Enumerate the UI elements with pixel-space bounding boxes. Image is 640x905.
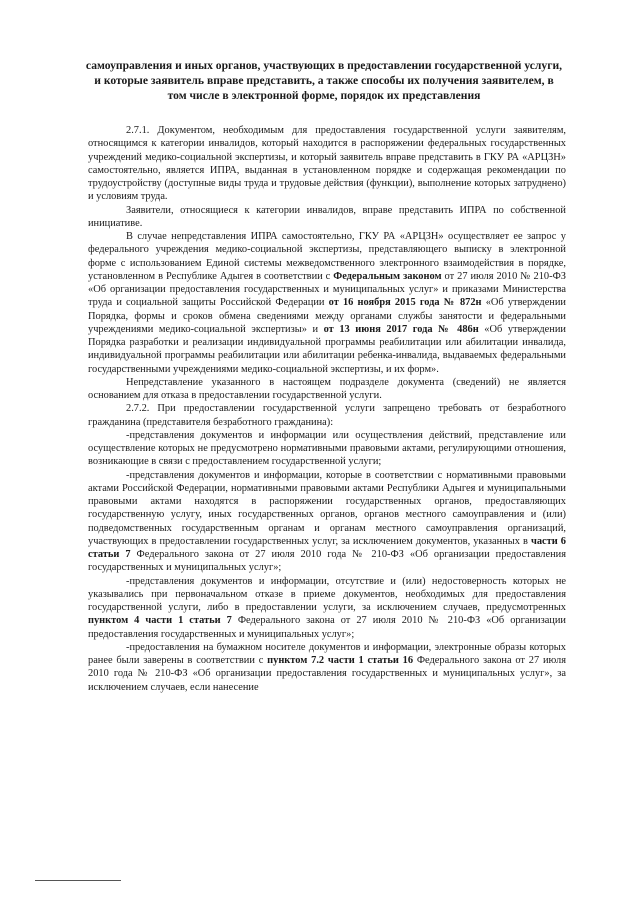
paragraph [88, 376, 566, 403]
paragraph-text: «Об утверждении Порядка разработки и реализации индивидуальной программы реабилитации или абилитации инвалида, индивидуальной программы реабилитации или абилитации ребенка-инвалида, выдаваемых федеральными государственными учреждениями медико-социальной экспертизы, и их форм». [88, 323, 566, 375]
paragraph-text: «Об утверждении Порядка, формы и сроков обмена сведениями между органами службы занятости и федеральными учреждениями медико-социальной экспертизы» и [88, 297, 566, 335]
paragraph-text: Федерального закона от 27 июля 2010 года № 210-ФЗ «Об организации предоставления государственных и муниципальных услуг», за исключением случаев, если нанесение [88, 655, 566, 693]
paragraph-text: Федерального закона от 27 июля 2010 года № 210-ФЗ «Об организации предоставления государственных и муниципальных услуг»; [88, 549, 566, 574]
legal-reference: Федеральным законом [333, 270, 442, 282]
legal-reference: части 6 статьи 7 [88, 535, 566, 560]
paragraph-text: Федерального закона от 27 июля 2010 № 210-ФЗ «Об организации предоставления государственных и муниципальных услуг»; [88, 615, 566, 640]
paragraph [88, 230, 566, 376]
paragraph-text: -представления документов и информации, отсутствие и (или) недостоверность которых не указывались при первоначальном отказе в приеме документов, необходимых для предоставления государственной услуги, либо в предоставлении услуги, за исключением случаев, предусмотренных [88, 575, 566, 613]
legal-reference: пунктом 7.2 части 1 статьи 16 [267, 655, 414, 666]
paragraph-text: -представления документов и информации или осуществления действий, представление или осуществление которых не предусмотрено нормативными правовыми актами, регулирующими отношения, возникающие в связи с предоставлением государственной услуги; [88, 429, 566, 468]
paragraph-text: Заявители, относящиеся к категории инвалидов, вправе представить ИПРА по собственной инициативе. [88, 204, 566, 229]
paragraph [88, 402, 566, 429]
paragraph [88, 429, 566, 469]
paragraph [88, 469, 566, 575]
paragraph [88, 641, 566, 694]
paragraph [88, 204, 566, 231]
paragraph-text: -представления документов и информации, которые в соответствии с нормативными правовыми актами Российской Федерации, нормативными правовыми актами Республики Адыгея и муниципальными правовыми актами находятся в распоряжении государственных органов, предоставляющих государственную услугу, иных государственных органов, органов местного самоуправления и (или) подведомственных государственным органам и органам местного самоуправления организаций, участвующих в предоставлении государственных услуг, за исключением документов, указанных в [88, 469, 566, 547]
paragraph [88, 575, 566, 641]
paragraph-text: 2.7.2. При предоставлении государственной услуги запрещено требовать от безработного гражданина (представителя безработного гражданина): [88, 403, 566, 428]
paragraph-text: -предоставления на бумажном носителе документов и информации, электронные образы которых ранее были заверены в соответствии с [88, 641, 566, 666]
paragraph-text: В случае непредставления ИПРА самостоятельно, ГКУ РА «АРЦЗН» осуществляет ее запрос у федерального учреждения медико-социальной экспертизы, представляющего выписку в электронной форме с использованием Единой системы межведомственного электронного взаимодействия в порядке, установленном в Республике Адыгея в соответствии с [88, 231, 566, 282]
paragraph-text: Непредставление указанного в настоящем подразделе документа (сведений) не является основанием для отказа в предоставлении государственной услуги. [88, 376, 566, 401]
paragraph-text: от 27 июля 2010 № 210-ФЗ «Об организации предоставления государственных и муниципальных услуг» и приказами Министерства труда и социальной защиты Российской Федерации [88, 270, 566, 309]
legal-reference: от 16 ноября 2015 года № 872н [328, 297, 482, 309]
legal-reference: пунктом 4 части 1 статьи 7 [88, 615, 232, 627]
legal-reference: от 13 июня 2017 года № 486н [323, 323, 479, 335]
paragraph [88, 124, 566, 204]
document-body [88, 124, 566, 694]
footnote-separator [35, 880, 121, 881]
paragraph-text: 2.7.1. Документом, необходимым для предоставления государственной услуги заявителям, относящимся к категории инвалидов, который находится в распоряжении федеральных государственных учреждений медико-социальной экспертизы, и который заявитель вправе представить в ГКУ РА «АРЦЗН» самостоятельно, является ИПРА, выданная в установленном порядке и содержащая рекомендации по трудоустройству (доступные виды труда и трудовые действия (функции), выполнение которых затруднено) и условиям труда. [88, 125, 566, 203]
section-heading: самоуправления и иных органов, участвующих в предоставлении государственной услуги, и которые заявитель вправе представить, а также способы их получения заявителем, в том числе в электронной форме, порядок их представления [85, 59, 563, 102]
